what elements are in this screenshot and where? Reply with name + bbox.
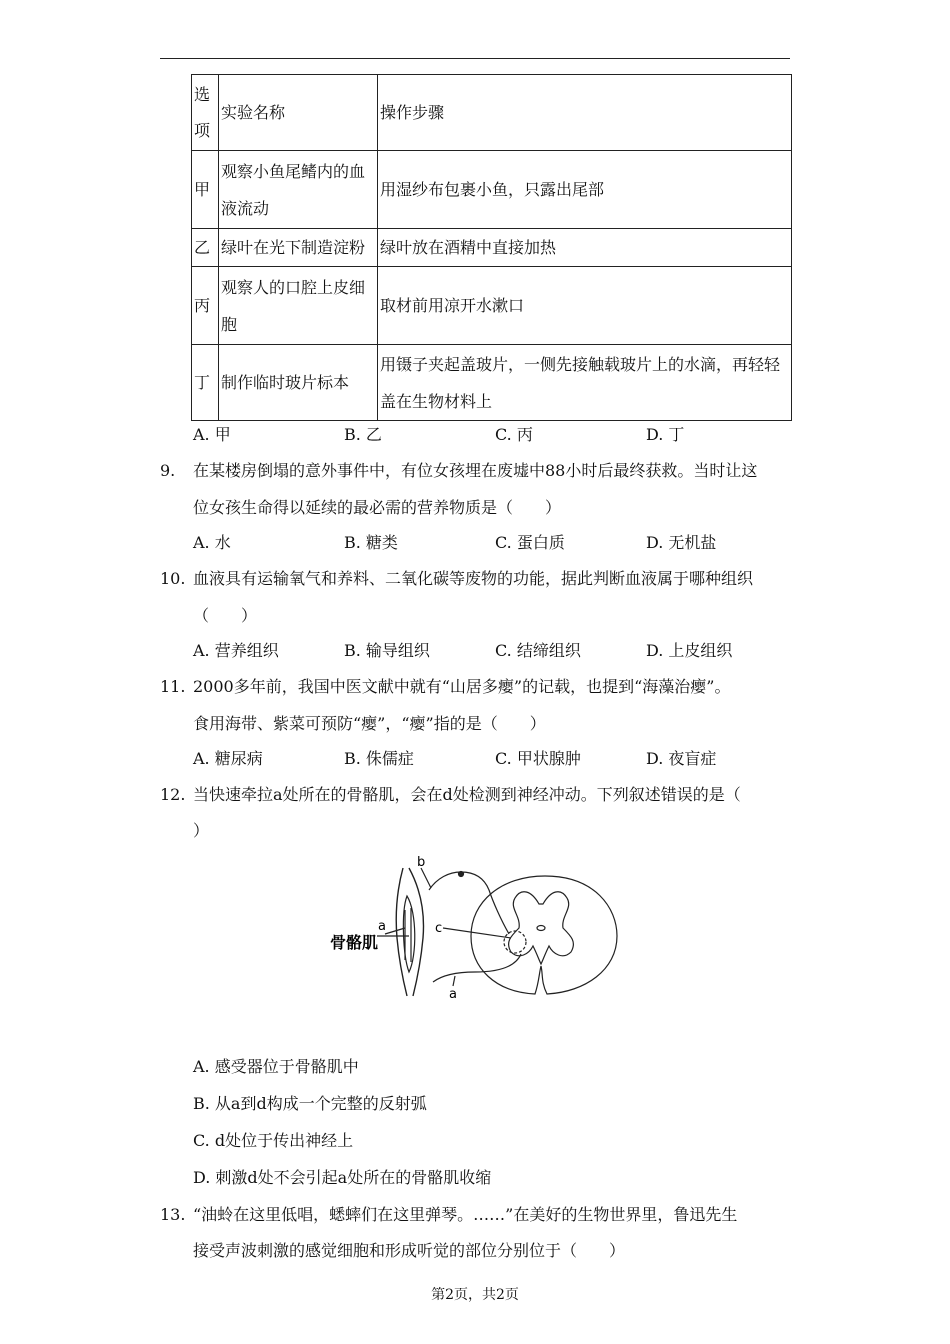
question-text-line2: 食用海带、紫菜可预防“瘿”，“瘿”指的是（ ） xyxy=(193,714,546,733)
reflex-arc-figure xyxy=(325,850,625,1000)
question-number: 10. xyxy=(160,569,186,588)
label-a-top: a xyxy=(378,919,386,934)
row-option: 丁 xyxy=(192,345,219,421)
row-option: 丙 xyxy=(192,267,219,345)
row-name: 观察人的口腔上皮细胞 xyxy=(219,267,378,345)
row-steps: 用湿纱布包裹小鱼，只露出尾部 xyxy=(378,151,792,229)
table-row xyxy=(192,345,792,421)
central-canal xyxy=(537,926,545,931)
row-name: 制作临时玻片标本 xyxy=(219,345,378,421)
option-d: D. 无机盐 xyxy=(646,533,717,552)
page-footer: 第2页，共2页 xyxy=(431,1287,519,1303)
q12-option-d: D. 刺激d处不会引起a处所在的骨骼肌收缩 xyxy=(193,1168,492,1187)
question-number: 11. xyxy=(160,677,186,696)
question-number: 13. xyxy=(160,1205,186,1224)
option-a: A. 水 xyxy=(193,533,231,552)
q12-option-a: A. 感受器位于骨骼肌中 xyxy=(193,1057,359,1076)
question-text: 2000多年前，我国中医文献中就有“山居多瘿”的记载，也提到“海藻治瘿”。 xyxy=(193,677,731,696)
option-c: C. 蛋白质 xyxy=(495,533,565,552)
q12-option-b: B. 从a到d构成一个完整的反射弧 xyxy=(193,1094,427,1113)
option-b: B. 输导组织 xyxy=(344,641,430,660)
option-d: D. 夜盲症 xyxy=(646,749,717,768)
row-option: 乙 xyxy=(192,229,219,267)
label-muscle: 骨骼肌 xyxy=(330,933,379,952)
option-c: C. 丙 xyxy=(495,425,533,444)
label-b: b xyxy=(417,855,426,870)
option-a: A. 糖尿病 xyxy=(193,749,263,768)
header-name: 实验名称 xyxy=(219,75,378,151)
label-a-bottom: a xyxy=(449,987,457,1000)
option-b: B. 乙 xyxy=(344,425,382,444)
experiment-table xyxy=(191,74,792,421)
ganglion xyxy=(459,872,464,877)
question-text-line2: （ ） xyxy=(193,606,258,625)
option-b: B. 侏儒症 xyxy=(344,749,414,768)
motor-nerve-a xyxy=(433,954,521,982)
header-option: 选项 xyxy=(192,75,219,151)
header-steps: 操作步骤 xyxy=(378,75,792,151)
question-text: 当快速牵拉a处所在的骨骼肌，会在d处检测到神经冲动。下列叙述错误的是（ xyxy=(193,785,741,804)
table-header-row xyxy=(192,75,792,151)
question-text: 血液具有运输氧气和养料、二氧化碳等废物的功能，据此判断血液属于哪种组织 xyxy=(193,569,754,588)
table-row xyxy=(192,229,792,267)
question-text: 在某楼房倒塌的意外事件中，有位女孩埋在废墟中88小时后最终获救。当时让这 xyxy=(193,461,758,480)
option-c: C. 结缔组织 xyxy=(495,641,581,660)
row-steps: 绿叶放在酒精中直接加热 xyxy=(378,229,792,267)
option-a: A. 营养组织 xyxy=(193,641,279,660)
row-option: 甲 xyxy=(192,151,219,229)
option-d: D. 丁 xyxy=(646,425,685,444)
option-d: D. 上皮组织 xyxy=(646,641,733,660)
question-text-line2: 位女孩生命得以延续的最必需的营养物质是（ ） xyxy=(193,498,562,517)
q12-option-c: C. d处位于传出神经上 xyxy=(193,1131,354,1150)
option-b: B. 糖类 xyxy=(344,533,398,552)
row-name: 绿叶在光下制造淀粉 xyxy=(219,229,378,267)
table-row xyxy=(192,151,792,229)
question-text-line2: 接受声波刺激的感觉细胞和形成听觉的部位分别位于（ ） xyxy=(193,1241,626,1260)
header-rule xyxy=(160,58,790,59)
question-text-line2: ） xyxy=(193,821,210,840)
grey-matter xyxy=(509,892,574,964)
table-row xyxy=(192,267,792,345)
row-name: 观察小鱼尾鳍内的血液流动 xyxy=(219,151,378,229)
label-c: c xyxy=(435,921,443,936)
question-text: “油蛉在这里低唱，蟋蟀们在这里弹琴。……”在美好的生物世界里，鲁迅先生 xyxy=(193,1205,738,1224)
question-number: 9. xyxy=(160,461,176,480)
row-steps: 用镊子夹起盖玻片，一侧先接触载玻片上的水滴，再轻轻盖在生物材料上 xyxy=(378,345,792,421)
row-steps: 取材前用凉开水漱口 xyxy=(378,267,792,345)
region-c-circle xyxy=(504,931,526,953)
option-c: C. 甲状腺肿 xyxy=(495,749,581,768)
question-number: 12. xyxy=(160,785,186,804)
option-a: A. 甲 xyxy=(193,425,231,444)
